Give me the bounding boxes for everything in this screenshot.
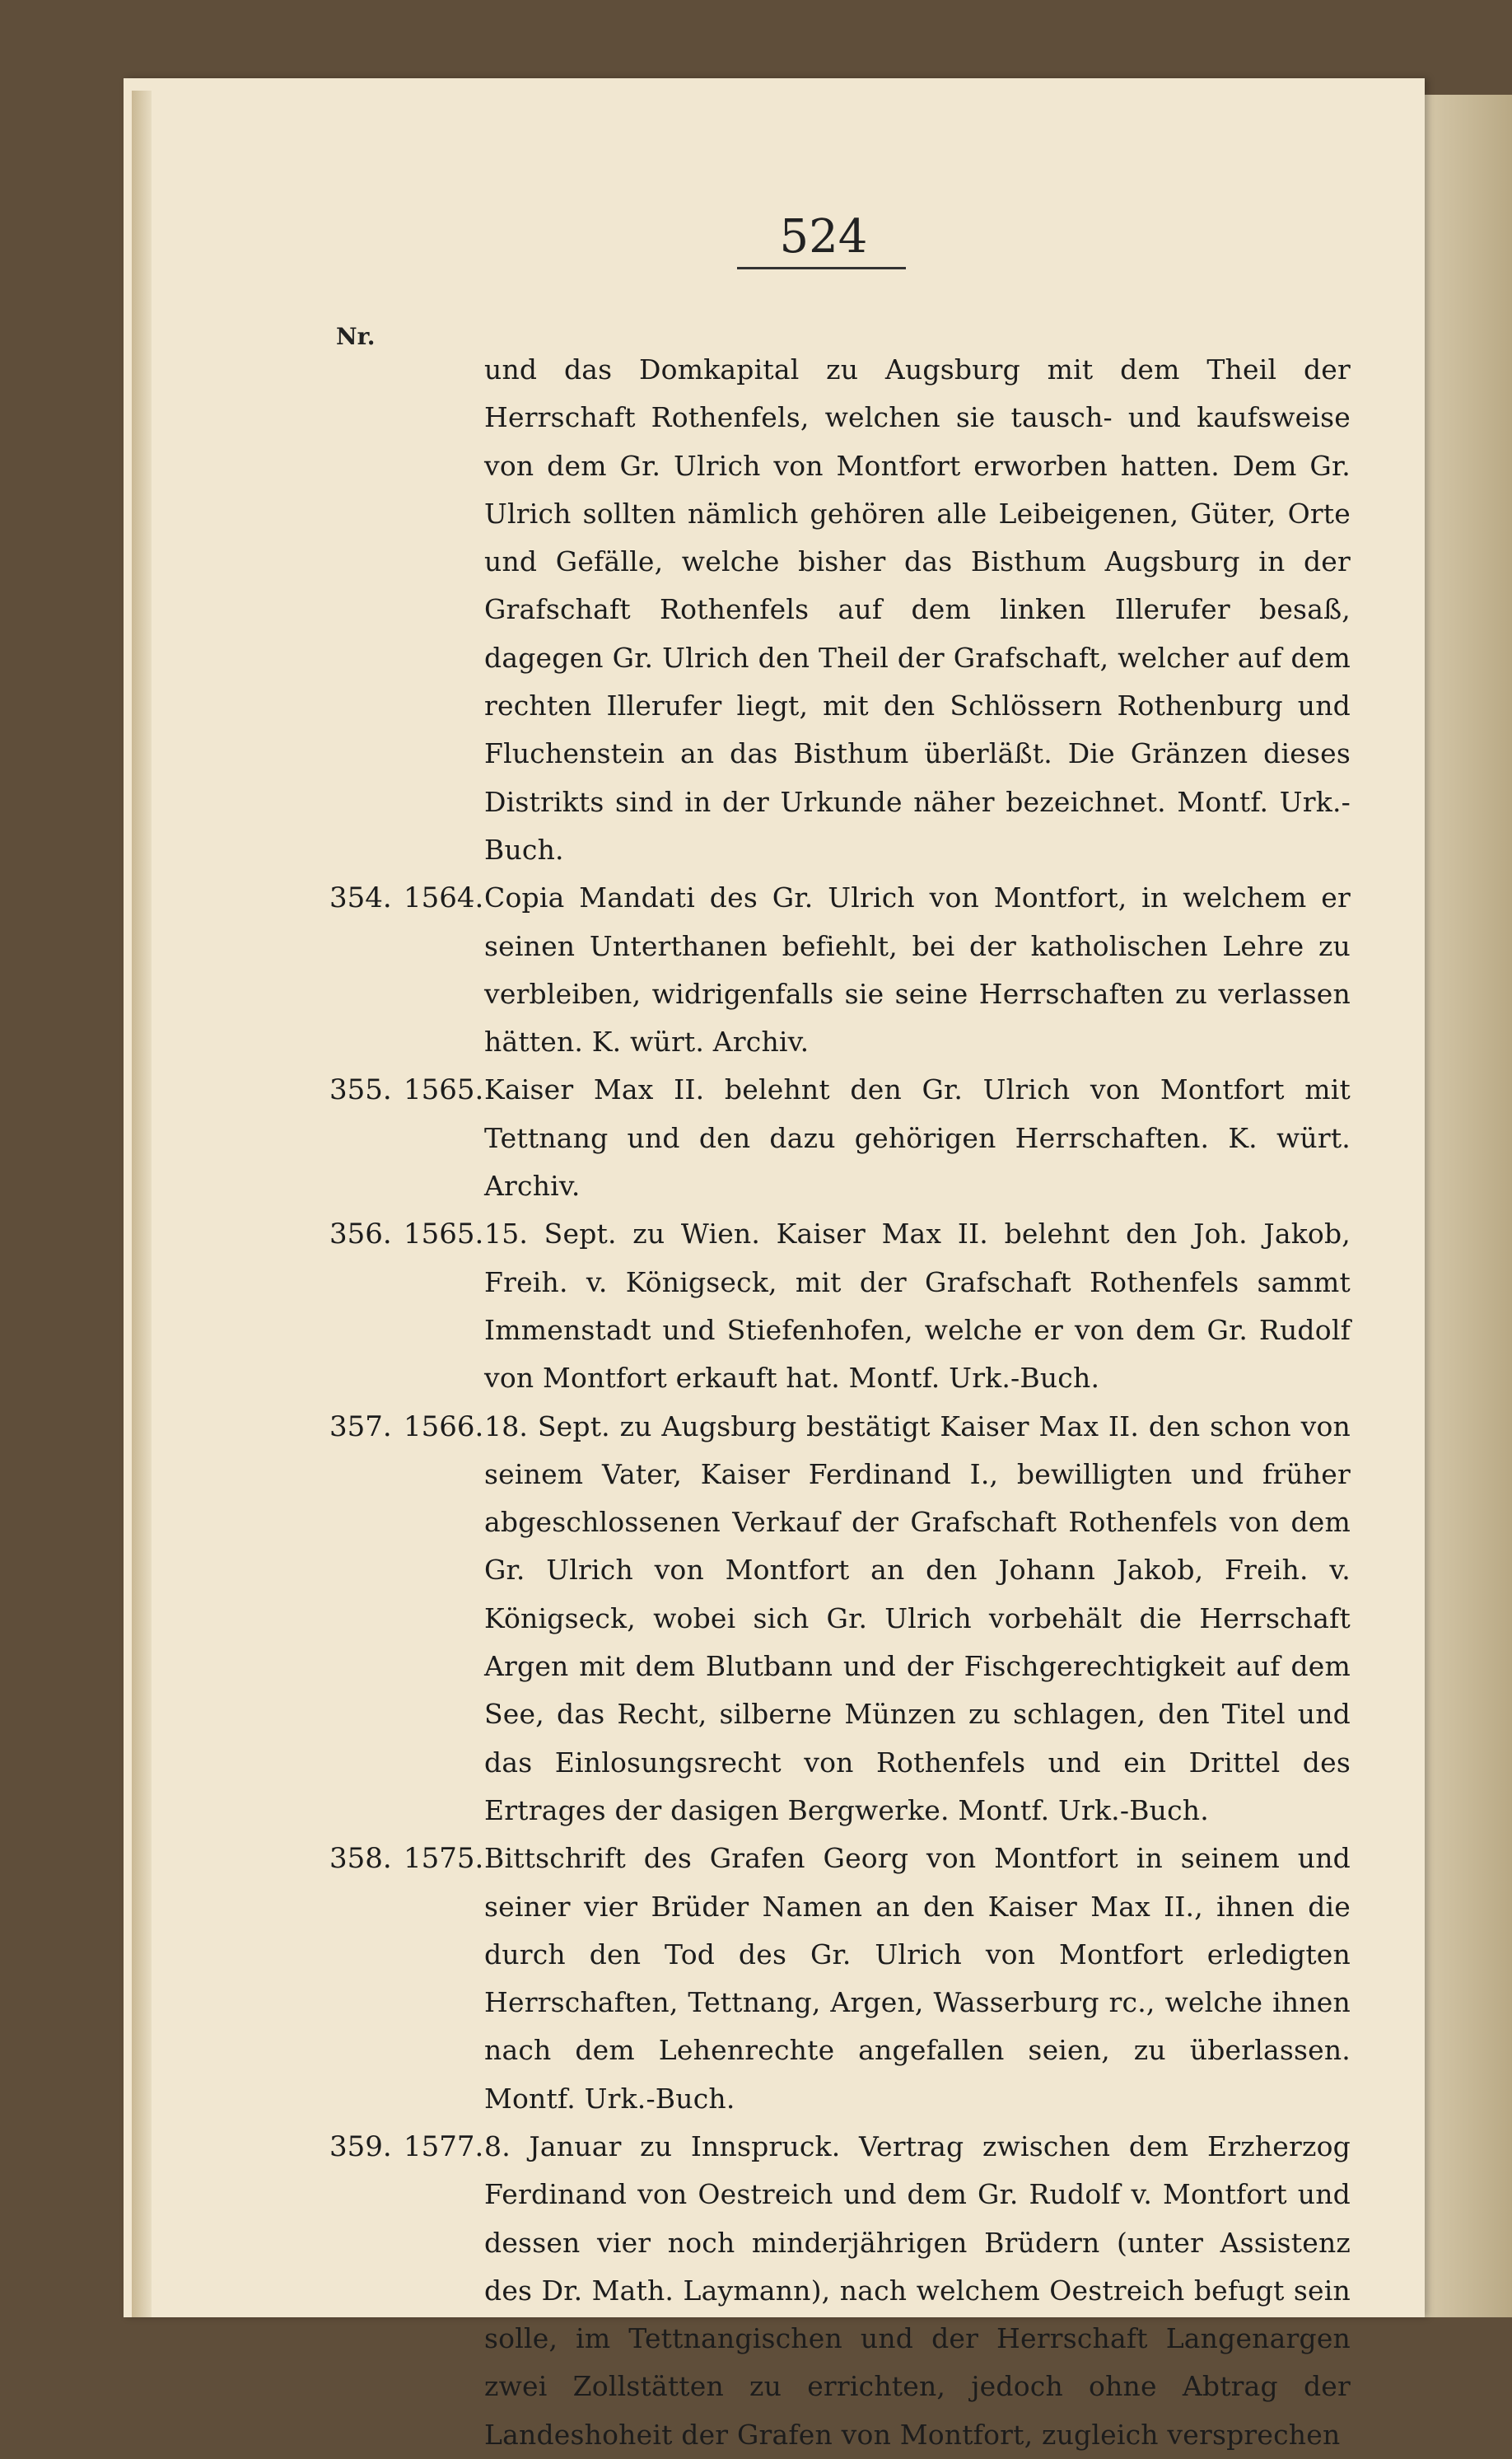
entry-359	[329, 2123, 1351, 2459]
entry-text: Kaiser Max II. belehnt den Gr. Ulrich von Montfort mit Tettnang und den dazu gehörigen Herrschaften. K. würt. Archiv.	[484, 1073, 1351, 1203]
entry-year: 1565.	[404, 1218, 484, 1251]
entry-number: 356.	[329, 1218, 392, 1251]
entry-year	[404, 346, 484, 874]
entry-text: 15. Sept. zu Wien. Kaiser Max II. belehnt den Joh. Jakob, Freih. v. Königseck, mit der Grafschaft Rothenfels sammt Immenstadt und Stiefenhofen, welche er von dem Gr. Rudolf von Montfort erkauft hat. Montf. Urk.-Buch.	[484, 1218, 1351, 1395]
entry-list	[329, 346, 1351, 2459]
entry-text: Copia Mandati des Gr. Ulrich von Montfort, in welchem er seinen Unterthanen befiehlt, bei der katholischen Lehre zu verbleiben, widrigenfalls sie seine Herrschaften zu verlassen hätten. K. würt. Archiv.	[484, 881, 1351, 1059]
entry-text: 8. Januar zu Innspruck. Vertrag zwischen dem Erzherzog Ferdinand von Oestreich und dem Gr. Rudolf v. Montfort und dessen vier noch minderjährigen Brüdern (unter Assistenz des Dr. Math. Laymann), nach welchem Oestreich befugt sein solle, im Tettnangischen und der Herrschaft Langenargen zwei Zollstätten zu errichten, jedoch ohne Abtrag der Landeshoheit der Grafen von Montfort, zugleich versprechen	[484, 2129, 1351, 2451]
entry-year: 1564.	[404, 881, 484, 915]
entry-357	[329, 1403, 1351, 1835]
entry-number: 359.	[329, 2129, 392, 2163]
entry-number: 355.	[329, 1073, 392, 1107]
entry-356	[329, 1210, 1351, 1402]
entry-year: 1565.	[404, 1073, 484, 1107]
entry-text: und das Domkapital zu Augsburg mit dem Theil der Herrschaft Rothenfels, welchen sie tausch- und kaufsweise von dem Gr. Ulrich von Montfort erworben hatten. Dem Gr. Ulrich sollten nämlich gehören alle Leibeigenen, Güter, Orte und Gefälle, welche bisher das Bisthum Augsburg in der Grafschaft Rothenfels auf dem linken Illerufer besaß, dagegen Gr. Ulrich den Theil der Grafschaft, welcher auf dem rechten Illerufer liegt, mit den Schlössern Rothenburg und Fluchenstein an das Bisthum überläßt. Die Gränzen dieses Distrikts sind in der Urkunde näher bezeichnet. Montf. Urk.-Buch.	[484, 353, 1351, 866]
entry-number: 357.	[329, 1409, 392, 1443]
page-edge-stack	[132, 91, 152, 2317]
column-label: Nr.	[336, 323, 376, 350]
page-number-rule	[737, 267, 906, 269]
entry-year: 1577.	[404, 2129, 484, 2163]
entry-number: 358.	[329, 1842, 392, 1876]
page-number: 524	[779, 210, 868, 264]
entry-continuation	[329, 346, 1351, 874]
entry-number: 354.	[329, 881, 392, 915]
entry-355	[329, 1066, 1351, 1210]
entry-text: 18. Sept. zu Augsburg bestätigt Kaiser Max II. den schon von seinem Vater, Kaiser Ferdinand I., bewilligten und früher abgeschlossenen Verkauf der Grafschaft Rothenfels von dem Gr. Ulrich von Montfort an den Johann Jakob, Freih. v. Königseck, wobei sich Gr. Ulrich vorbehält die Herrschaft Argen mit dem Blutbann und der Fischgerechtigkeit auf dem See, das Recht, silberne Münzen zu schlagen, den Titel und das Einlosungsrecht von Rothenfels und ein Drittel des Ertrages der dasigen Bergwerke. Montf. Urk.-Buch.	[484, 1409, 1351, 1826]
entry-354	[329, 874, 1351, 1066]
entry-number	[329, 346, 404, 874]
entry-year: 1575.	[404, 1842, 484, 1876]
entry-text: Bittschrift des Grafen Georg von Montfort in seinem und seiner vier Brüder Namen an den Kaiser Max II., ihnen die durch den Tod des Gr. Ulrich von Montfort erledigten Herrschaften, Tettnang, Argen, Wasserburg rc., welche ihnen nach dem Lehenrechte angefallen seien, zu überlassen. Montf. Urk.-Buch.	[484, 1842, 1351, 2115]
entry-year: 1566.	[404, 1409, 484, 1443]
entry-358	[329, 1835, 1351, 2123]
